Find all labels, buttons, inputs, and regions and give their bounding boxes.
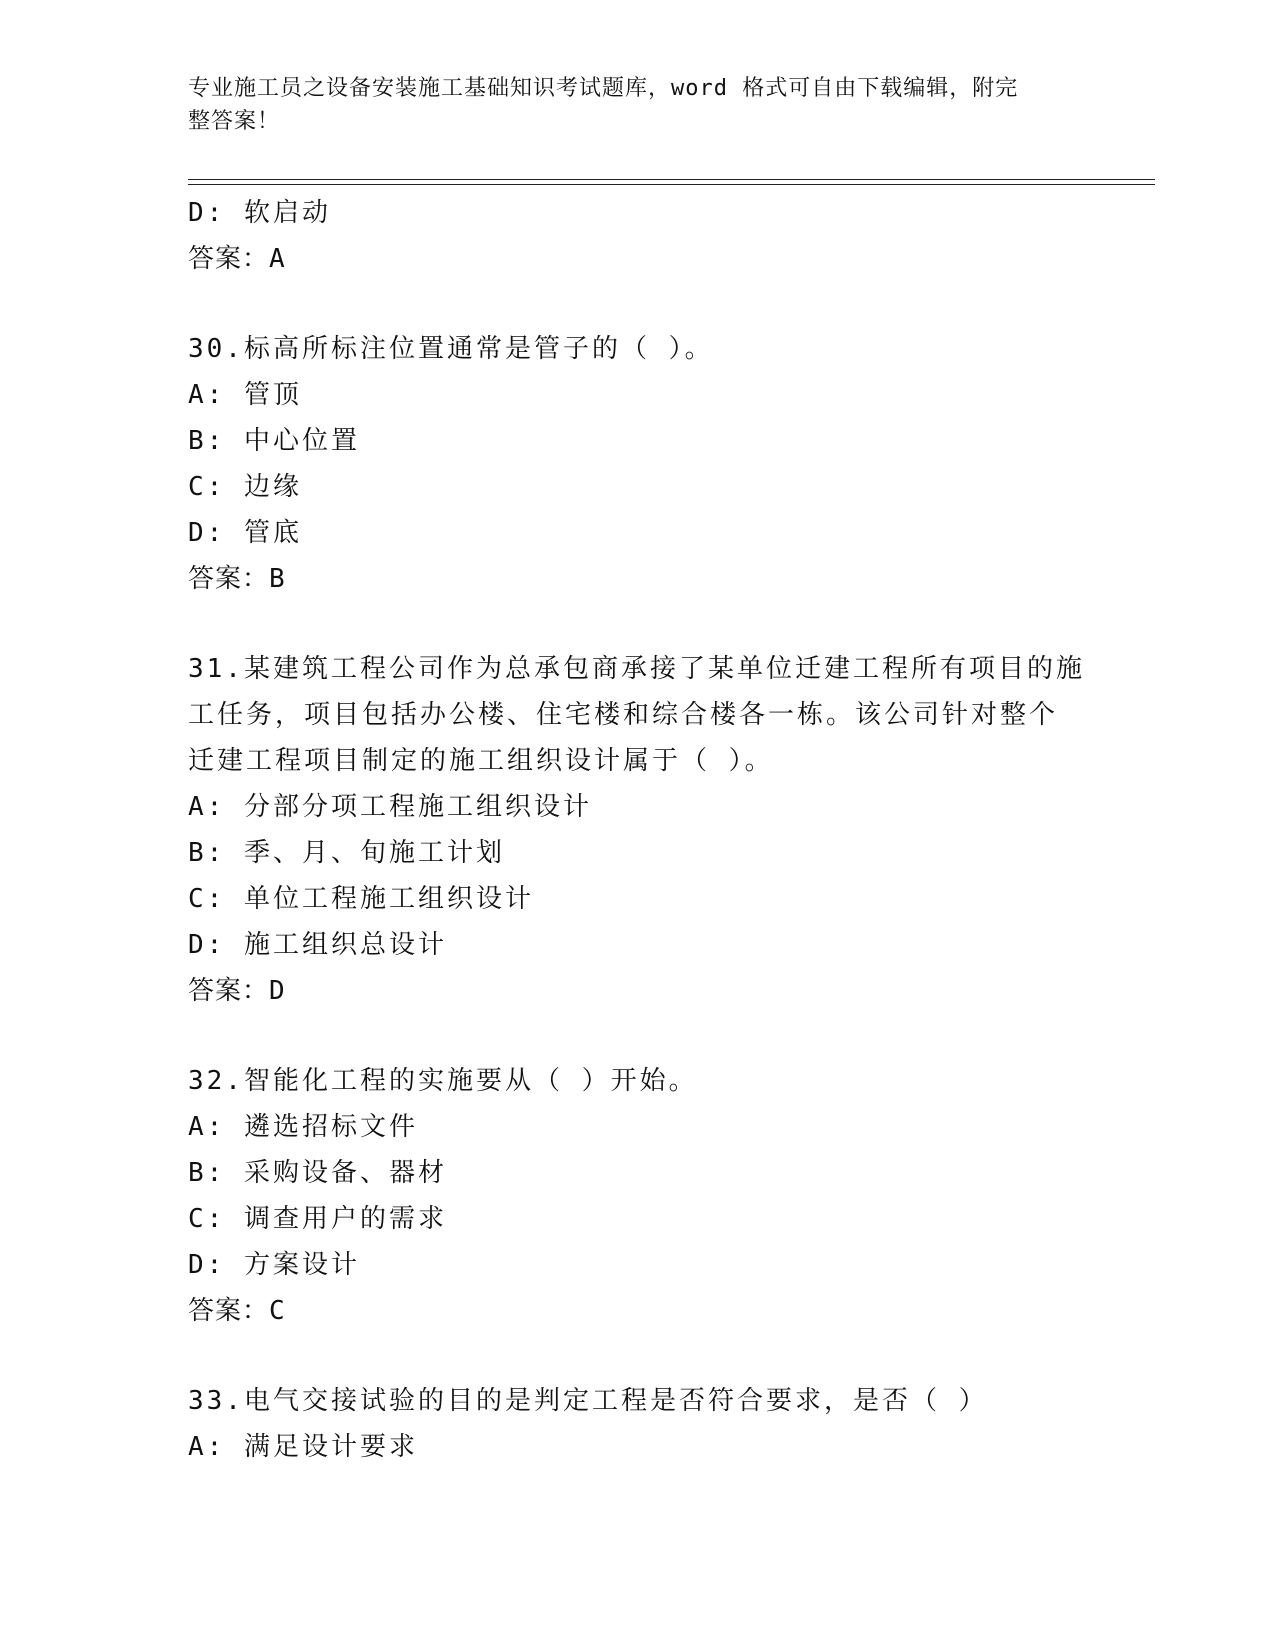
question-31 [188,646,1088,1014]
question-30 [188,326,1088,602]
option-a: A: 满足设计要求 [188,1432,418,1462]
question-text: 30.标高所标注位置通常是管子的（ ）。 [188,334,714,364]
header-rule-bottom [188,184,1155,185]
question-33 [188,1378,1088,1470]
question-list [188,190,1088,1470]
question-text: 32.智能化工程的实施要从（ ）开始。 [188,1066,698,1096]
option-d: D: 方案设计 [188,1250,360,1280]
option-a: A: 分部分项工程施工组织设计 [188,792,592,822]
option-b: B: 采购设备、器材 [188,1158,447,1188]
document-header [188,72,1068,138]
spacer [188,1014,1088,1058]
question-text: 工任务，项目包括办公楼、住宅楼和综合楼各一栋。该公司针对整个 [188,700,1059,730]
spacer [188,282,1088,326]
option-d: D: 管底 [188,518,302,548]
question-text: 31.某建筑工程公司作为总承包商承接了某单位迁建工程所有项目的施 [188,654,1085,684]
option-a: A: 管顶 [188,380,302,410]
question-32 [188,1058,1088,1334]
answer: 答案：B [188,564,286,594]
option-d: D: 施工组织总设计 [188,930,447,960]
header-line-2: 整答案！ [188,109,281,134]
prev-option-d: D: 软启动 [188,198,331,228]
spacer [188,1334,1088,1378]
option-b: B: 季、月、旬施工计划 [188,838,505,868]
header-line-1: 专业施工员之设备安装施工基础知识考试题库，word 格式可自由下载编辑，附完 [188,76,1019,101]
answer: 答案：D [188,976,286,1006]
option-a: A: 遴选招标文件 [188,1112,418,1142]
prev-answer: 答案：A [188,244,286,274]
question-text: 33.电气交接试验的目的是判定工程是否符合要求，是否（ ） [188,1386,988,1416]
spacer [188,602,1088,646]
option-c: C: 单位工程施工组织设计 [188,884,534,914]
option-c: C: 边缘 [188,472,302,502]
option-b: B: 中心位置 [188,426,360,456]
answer: 答案：C [188,1296,286,1326]
option-c: C: 调查用户的需求 [188,1204,447,1234]
header-rule-top [188,179,1155,180]
question-text: 迁建工程项目制定的施工组织设计属于（ ）。 [188,746,774,776]
